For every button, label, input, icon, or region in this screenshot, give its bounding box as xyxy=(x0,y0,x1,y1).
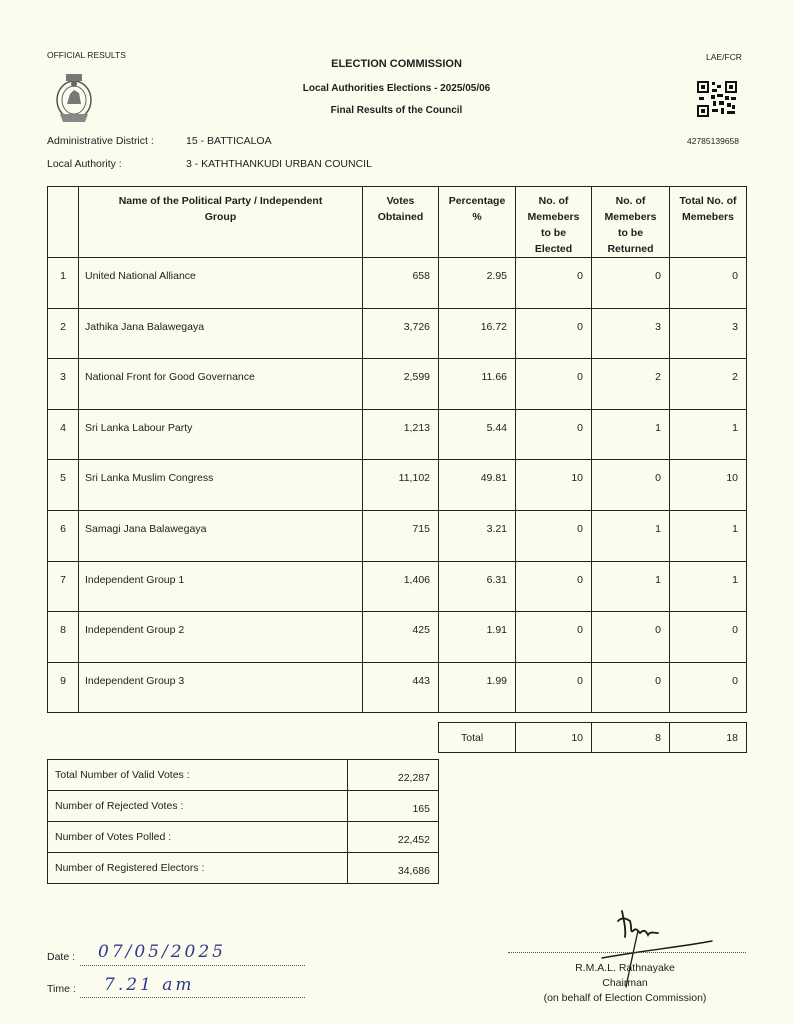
time-label: Time : xyxy=(47,983,76,995)
row-returned: 1 xyxy=(592,561,670,612)
row-votes: 3,726 xyxy=(363,308,439,359)
registered-electors-label: Number of Registered Electors : xyxy=(48,853,348,884)
row-total: 0 xyxy=(670,662,747,713)
row-no: 7 xyxy=(48,561,79,612)
row-percentage: 1.91 xyxy=(439,612,516,663)
row-elected: 0 xyxy=(516,359,592,410)
table-row xyxy=(48,409,747,460)
district-label: Administrative District : xyxy=(47,135,154,147)
summary-row-polled xyxy=(48,822,439,853)
summary-table xyxy=(47,759,439,884)
row-elected: 0 xyxy=(516,258,592,309)
totals-returned: 8 xyxy=(592,723,670,753)
votes-polled-value: 22,452 xyxy=(348,822,439,853)
header-returned: No. of Memebers to be Returned xyxy=(592,187,670,258)
row-total: 0 xyxy=(670,258,747,309)
row-elected: 0 xyxy=(516,561,592,612)
table-row xyxy=(48,662,747,713)
row-no: 5 xyxy=(48,460,79,511)
row-percentage: 3.21 xyxy=(439,510,516,561)
row-returned: 1 xyxy=(592,409,670,460)
official-results-label: OFFICIAL RESULTS xyxy=(47,50,126,60)
authority-value: 3 - KATHTHANKUDI URBAN COUNCIL xyxy=(186,158,372,170)
row-votes: 425 xyxy=(363,612,439,663)
table-header-row xyxy=(48,187,747,258)
row-elected: 10 xyxy=(516,460,592,511)
district-value: 15 - BATTICALOA xyxy=(186,135,272,147)
row-no: 6 xyxy=(48,510,79,561)
row-elected: 0 xyxy=(516,510,592,561)
row-party: United National Alliance xyxy=(79,258,363,309)
signer-organization: (on behalf of Election Commission) xyxy=(543,992,707,1004)
table-row xyxy=(48,510,747,561)
results-subtitle: Final Results of the Council xyxy=(330,105,463,116)
row-percentage: 6.31 xyxy=(439,561,516,612)
table-row xyxy=(48,258,747,309)
row-party: Jathika Jana Balawegaya xyxy=(79,308,363,359)
table-row xyxy=(48,561,747,612)
header-percentage: Percentage % xyxy=(439,187,516,258)
document-title: ELECTION COMMISSION xyxy=(331,58,462,70)
row-percentage: 49.81 xyxy=(439,460,516,511)
row-returned: 3 xyxy=(592,308,670,359)
row-no: 2 xyxy=(48,308,79,359)
row-elected: 0 xyxy=(516,308,592,359)
header-no xyxy=(48,187,79,258)
signer-name: R.M.A.L. Rathnayake xyxy=(575,962,675,974)
row-returned: 0 xyxy=(592,258,670,309)
row-party: National Front for Good Governance xyxy=(79,359,363,410)
authority-label: Local Authority : xyxy=(47,158,122,170)
row-party: Sri Lanka Muslim Congress xyxy=(79,460,363,511)
row-returned: 0 xyxy=(592,662,670,713)
row-party: Independent Group 2 xyxy=(79,612,363,663)
row-no: 9 xyxy=(48,662,79,713)
signature-line xyxy=(508,952,746,953)
row-votes: 1,406 xyxy=(363,561,439,612)
totals-label: Total xyxy=(439,723,516,753)
row-no: 8 xyxy=(48,612,79,663)
row-votes: 658 xyxy=(363,258,439,309)
row-no: 4 xyxy=(48,409,79,460)
header-total: Total No. of Memebers xyxy=(670,187,747,258)
row-elected: 0 xyxy=(516,662,592,713)
row-party: Sri Lanka Labour Party xyxy=(79,409,363,460)
row-percentage: 2.95 xyxy=(439,258,516,309)
row-party: Independent Group 1 xyxy=(79,561,363,612)
row-total: 1 xyxy=(670,510,747,561)
summary-row-valid xyxy=(48,760,439,791)
row-returned: 0 xyxy=(592,460,670,511)
summary-row-rejected xyxy=(48,791,439,822)
row-total: 0 xyxy=(670,612,747,663)
row-votes: 715 xyxy=(363,510,439,561)
row-returned: 0 xyxy=(592,612,670,663)
form-code: LAE/FCR xyxy=(706,52,742,62)
sri-lanka-emblem-icon xyxy=(52,70,96,126)
table-row xyxy=(48,460,747,511)
row-total: 3 xyxy=(670,308,747,359)
row-percentage: 5.44 xyxy=(439,409,516,460)
row-votes: 11,102 xyxy=(363,460,439,511)
header-votes: Votes Obtained xyxy=(363,187,439,258)
row-party: Independent Group 3 xyxy=(79,662,363,713)
time-line xyxy=(80,997,305,998)
qr-code-icon xyxy=(697,81,737,117)
row-no: 3 xyxy=(48,359,79,410)
totals-total: 18 xyxy=(670,723,747,753)
row-total: 1 xyxy=(670,409,747,460)
election-subtitle: Local Authorities Elections - 2025/05/06 xyxy=(302,83,491,94)
valid-votes-value: 22,287 xyxy=(348,760,439,791)
row-percentage: 16.72 xyxy=(439,308,516,359)
summary-row-registered xyxy=(48,853,439,884)
row-votes: 443 xyxy=(363,662,439,713)
row-percentage: 11.66 xyxy=(439,359,516,410)
row-percentage: 1.99 xyxy=(439,662,516,713)
row-total: 10 xyxy=(670,460,747,511)
signer-title: Chairman xyxy=(602,977,648,989)
row-no: 1 xyxy=(48,258,79,309)
row-elected: 0 xyxy=(516,409,592,460)
date-handwritten: 07/05/2025 xyxy=(98,942,226,962)
header-party: Name of the Political Party / Independent Group xyxy=(79,187,363,258)
date-line xyxy=(80,965,305,966)
row-party: Samagi Jana Balawegaya xyxy=(79,510,363,561)
votes-polled-label: Number of Votes Polled : xyxy=(48,822,348,853)
row-returned: 2 xyxy=(592,359,670,410)
header-elected: No. of Memebers to be Elected xyxy=(516,187,592,258)
table-row xyxy=(48,359,747,410)
valid-votes-label: Total Number of Valid Votes : xyxy=(48,760,348,791)
registered-electors-value: 34,686 xyxy=(348,853,439,884)
row-total: 1 xyxy=(670,561,747,612)
row-votes: 1,213 xyxy=(363,409,439,460)
table-row xyxy=(48,308,747,359)
totals-elected: 10 xyxy=(516,723,592,753)
table-row xyxy=(48,612,747,663)
row-elected: 0 xyxy=(516,612,592,663)
results-table xyxy=(47,186,747,713)
time-handwritten: 7.21 am xyxy=(104,975,195,995)
row-returned: 1 xyxy=(592,510,670,561)
totals-table xyxy=(438,722,747,753)
date-label: Date : xyxy=(47,951,76,963)
totals-row xyxy=(439,723,747,753)
row-votes: 2,599 xyxy=(363,359,439,410)
rejected-votes-value: 165 xyxy=(348,791,439,822)
row-total: 2 xyxy=(670,359,747,410)
rejected-votes-label: Number of Rejected Votes : xyxy=(48,791,348,822)
qr-number: 42785139658 xyxy=(687,136,740,146)
